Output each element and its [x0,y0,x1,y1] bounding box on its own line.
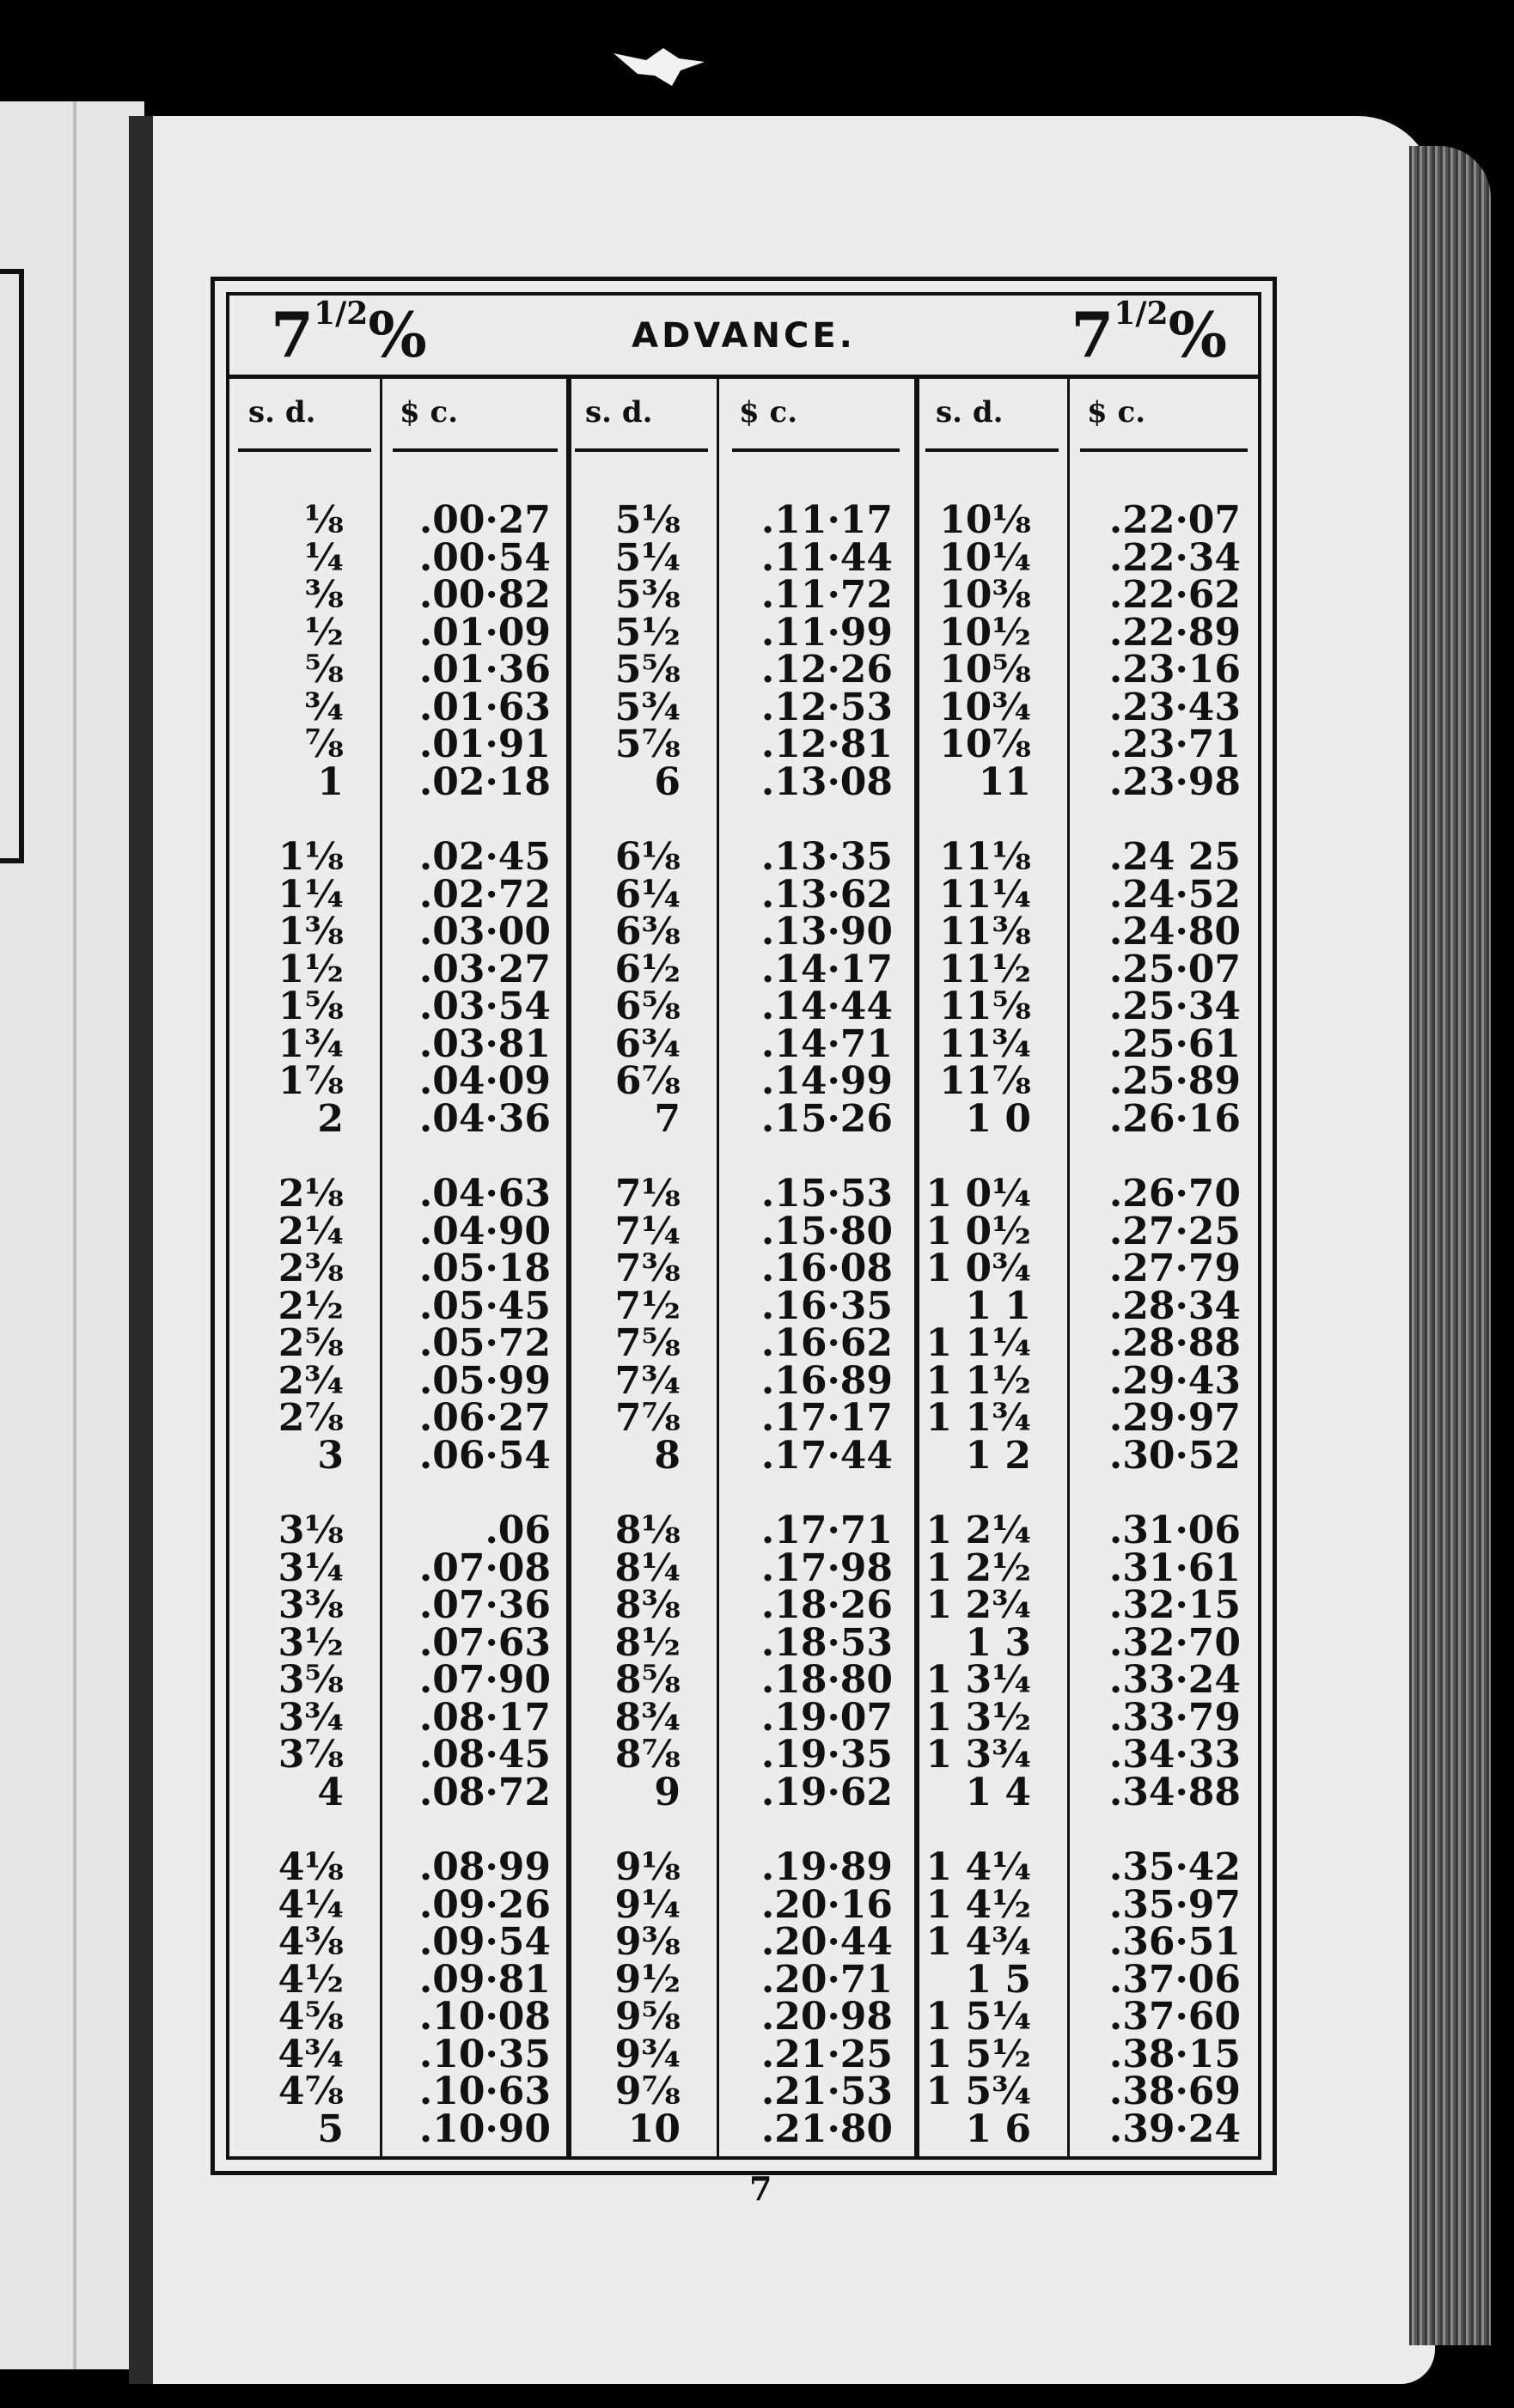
amount-value: .10·08 [418,1995,551,2039]
sd-value: ½ [304,610,344,655]
amount-value: .22·89 [1108,610,1241,655]
sd-value: 9¾ [614,2032,681,2076]
sd-value: 10⅝ [939,648,1031,692]
amount-value: .22·34 [1108,535,1241,580]
amount-value: .10·63 [418,2070,551,2113]
sd-value: 7⅞ [614,1396,681,1440]
amount-value: .17·98 [760,1545,893,1590]
amount-value: .18·53 [760,1620,893,1665]
amount-value: .24·80 [1108,910,1241,954]
sd-value: 11⅛ [939,835,1031,879]
amount-value: .05·45 [418,1283,551,1328]
amount-value: .06 [485,1509,551,1552]
sd-value: 5⅜ [614,573,681,617]
sd-value: 3⅞ [278,1733,344,1777]
sd-value: 2⅝ [278,1321,344,1365]
sd-value: 2⅞ [278,1396,344,1440]
column-header-sd: s. d. [585,395,653,430]
sd-value: 1 1¾ [925,1396,1031,1440]
column-header-sd: s. d. [248,395,316,430]
amount-value: .02·45 [418,835,551,879]
amount-value: .07·90 [418,1658,551,1702]
sd-value: 6⅜ [614,910,681,954]
sd-value: 11 [978,759,1031,804]
amount-value: .13·62 [760,872,893,917]
amount-value: .29·97 [1108,1396,1241,1440]
sd-value: 8⅝ [614,1658,681,1702]
sd-value: 6 [654,759,681,804]
amount-value: .28·88 [1108,1321,1241,1365]
column-divider [1067,375,1070,2156]
amount-value: .11·17 [760,498,893,542]
header-underline [1080,448,1248,452]
amount-value: .35·97 [1108,1882,1241,1927]
sd-value: 1 2½ [925,1545,1031,1590]
sd-value: 1⅞ [278,1059,344,1103]
amount-value: .04·63 [418,1172,551,1216]
amount-value: .19·35 [760,1733,893,1777]
sd-value: 3¼ [278,1545,344,1590]
sd-value: 1 1¼ [925,1321,1031,1365]
left-page-border [0,269,24,863]
amount-value: .05·99 [418,1358,551,1403]
sd-value: 1 1½ [925,1358,1031,1403]
sd-value: 10¾ [938,685,1031,729]
table-header [229,296,1258,379]
percent-right-sign: % [1168,298,1227,371]
sd-value: 10¼ [938,535,1031,580]
sd-value: 5¼ [614,535,681,580]
amount-value: .04·90 [418,1209,551,1253]
sd-value: 9⅝ [614,1995,681,2039]
sd-value: 6¼ [614,872,681,917]
amount-value: .17·71 [760,1509,893,1552]
sd-value: 4⅝ [278,1995,344,2039]
amount-value: .16·08 [760,1247,893,1290]
sd-value: 3⅜ [278,1583,344,1627]
sd-value: 1¾ [278,1021,344,1066]
sd-value: 9⅛ [614,1845,681,1889]
book-gutter [129,116,153,2384]
sd-value: 1 2¼ [925,1509,1031,1552]
percent-left-whole: 7 [271,298,314,371]
sd-value: 1 1 [965,1283,1031,1328]
sd-value: 4¼ [278,1882,344,1927]
amount-value: .23·43 [1108,685,1241,729]
sd-value: ¾ [304,685,344,729]
amount-value: .24·52 [1108,872,1241,917]
amount-value: .37·60 [1108,1995,1241,2039]
amount-value: .12·81 [760,722,893,766]
sd-value: ⅝ [304,648,344,692]
amount-value: .25·34 [1108,985,1241,1028]
amount-value: .07·63 [418,1620,551,1665]
sd-value: 2⅛ [278,1172,344,1216]
sd-value: 1 5¾ [925,2070,1031,2113]
sd-value: 11⅜ [939,910,1031,954]
paper-speck-mark [612,45,706,89]
sd-value: 2¼ [278,1209,344,1253]
sd-value: 1 3¼ [925,1658,1031,1702]
amount-value: .02·18 [418,759,551,804]
sd-value: 8½ [614,1620,681,1665]
sd-value: 3⅛ [278,1509,344,1552]
amount-value: .29·43 [1108,1358,1241,1403]
percent-right [1071,296,1227,371]
header-underline [393,448,558,452]
amount-value: .10·35 [418,2032,551,2076]
amount-value: .07·36 [418,1583,551,1627]
sd-value: 2½ [278,1283,344,1328]
sd-value: 1 2¾ [925,1583,1031,1627]
amount-value: .01·36 [418,648,551,692]
amount-value: .25·61 [1108,1021,1241,1066]
amount-value: .14·71 [760,1021,893,1066]
sd-value: ⅞ [304,722,344,766]
amount-value: .01·91 [418,722,551,766]
sd-value: 3¾ [278,1695,344,1740]
percent-left-fraction: 1/2 [314,296,369,332]
sd-value: 2⅜ [278,1247,344,1290]
sd-value: 5⅛ [614,498,681,542]
sd-value: 1 4 [965,1770,1031,1814]
sd-value: 7⅝ [614,1321,681,1365]
sd-value: 9½ [614,1957,681,2002]
amount-value: .04·36 [418,1096,551,1141]
amount-value: .23·71 [1108,722,1241,766]
sd-value: 1⅜ [278,910,344,954]
amount-value: .01·09 [418,610,551,655]
amount-value: .09·81 [418,1957,551,2002]
sd-value: 1⅝ [278,985,344,1028]
sd-value: 8⅞ [614,1733,681,1777]
sd-value: 11¾ [938,1021,1031,1066]
sd-value: 7⅜ [614,1247,681,1290]
amount-value: .12·26 [760,648,893,692]
sd-value: 9⅜ [614,1920,681,1964]
sd-value: 8¼ [614,1545,681,1590]
amount-value: .03·54 [418,985,551,1028]
amount-value: .02·72 [418,872,551,917]
sd-value: 4 [317,1770,344,1814]
amount-value: .24 25 [1108,835,1241,879]
amount-value: .20·71 [760,1957,893,2002]
amount-value: .08·99 [418,1845,551,1889]
amount-value: .05·72 [418,1321,551,1365]
sd-value: 5⅝ [614,648,681,692]
amount-value: .01·63 [418,685,551,729]
amount-value: .17·17 [760,1396,893,1440]
amount-value: .22·62 [1108,573,1241,617]
sd-value: 10⅛ [939,498,1031,542]
amount-value: .38·15 [1108,2032,1241,2076]
sd-value: ¼ [304,535,344,580]
sd-value: 6⅝ [614,985,681,1028]
amount-value: .20·98 [760,1995,893,2039]
amount-value: .27·25 [1108,1209,1241,1253]
column-header-amount: $ c. [1087,395,1146,430]
sd-value: 10½ [938,610,1031,655]
sd-value: 1 0¾ [925,1247,1031,1290]
sd-value: 1 4¾ [925,1920,1031,1964]
amount-value: .04·09 [418,1059,551,1103]
sd-value: 11½ [938,947,1031,991]
sd-value: 2 [317,1096,344,1141]
sd-value: 1 5 [965,1957,1031,2002]
sd-value: 4½ [278,1957,344,2002]
amount-value: .25·07 [1108,947,1241,991]
sd-value: 9⅞ [614,2070,681,2113]
sd-value: 8⅜ [614,1583,681,1627]
header-underline [925,448,1059,452]
amount-value: .10·90 [418,2106,551,2151]
amount-value: .32·15 [1108,1583,1241,1627]
amount-value: .21·25 [760,2032,893,2076]
amount-value: .26·16 [1108,1096,1241,1141]
amount-value: .09·26 [418,1882,551,1927]
header-underline [732,448,900,452]
column-divider [380,375,382,2156]
amount-value: .00·82 [418,573,551,617]
amount-value: .12·53 [760,685,893,729]
column-header-amount: $ c. [400,395,459,430]
amount-value: .11·72 [760,573,893,617]
header-underline [238,448,371,452]
sd-value: 5⅞ [614,722,681,766]
amount-value: .21·53 [760,2070,893,2113]
amount-value: .31·06 [1108,1509,1241,1552]
sd-value: 1 0½ [925,1209,1031,1253]
amount-value: .23·98 [1108,759,1241,804]
amount-value: .38·69 [1108,2070,1241,2113]
amount-value: .15·26 [760,1096,893,1141]
sd-value: 7¾ [614,1358,681,1403]
sd-value: 3½ [278,1620,344,1665]
amount-value: .03·00 [418,910,551,954]
amount-value: .31·61 [1108,1545,1241,1590]
amount-value: .34·33 [1108,1733,1241,1777]
amount-value: .19·07 [760,1695,893,1740]
header-underline [575,448,708,452]
sd-value: 1 4½ [925,1882,1031,1927]
sd-value: 7¼ [614,1209,681,1253]
amount-value: .08·72 [418,1770,551,1814]
sd-value: 4⅜ [278,1920,344,1964]
sd-value: 1 3½ [925,1695,1031,1740]
sd-value: 4⅞ [278,2070,344,2113]
sd-value: 4¾ [278,2032,344,2076]
amount-value: .00·27 [418,498,551,542]
amount-value: .14·44 [760,985,893,1028]
sd-value: 9 [654,1770,681,1814]
sd-value: 5½ [614,610,681,655]
sd-value: 11⅞ [939,1059,1031,1103]
sd-value: 7 [654,1096,681,1141]
left-page-fragment [0,101,144,2369]
amount-value: .16·89 [760,1358,893,1403]
amount-value: .03·81 [418,1021,551,1066]
amount-value: .11·44 [760,535,893,580]
percent-right-fraction: 1/2 [1114,296,1169,332]
sd-value: 1 0¼ [925,1172,1031,1216]
sd-value: 8 [654,1433,681,1478]
sd-value: 1 3¾ [925,1733,1031,1777]
sd-value: 1⅛ [278,835,344,879]
column-block-divider [914,375,919,2156]
column-header-sd: s. d. [936,395,1004,430]
sd-value: 1 5¼ [925,1995,1031,2039]
amount-value: .36·51 [1108,1920,1241,1964]
amount-value: .20·16 [760,1882,893,1927]
sd-value: 3⅝ [278,1658,344,1702]
amount-value: .06·54 [418,1433,551,1478]
sd-value: 9¼ [614,1882,681,1927]
sd-value: 10⅜ [939,573,1031,617]
sd-value: 4⅛ [278,1845,344,1889]
amount-value: .33·79 [1108,1695,1241,1740]
amount-value: .14·99 [760,1059,893,1103]
amount-value: .20·44 [760,1920,893,1964]
sd-value: ⅜ [304,573,344,617]
amount-value: .34·88 [1108,1770,1241,1814]
sd-value: 1 6 [965,2106,1031,2151]
sd-value: 6⅛ [614,835,681,879]
sd-value: 1 4¼ [925,1845,1031,1889]
sd-value: 5¾ [614,685,681,729]
amount-value: .15·53 [760,1172,893,1216]
amount-value: .25·89 [1108,1059,1241,1103]
sd-value: 7⅛ [614,1172,681,1216]
amount-value: .11·99 [760,610,893,655]
amount-value: .15·80 [760,1209,893,1253]
amount-value: .13·35 [760,835,893,879]
sd-value: 1½ [278,947,344,991]
sd-value: 1 3 [965,1620,1031,1665]
amount-value: .13·08 [760,759,893,804]
sd-value: 6⅞ [614,1059,681,1103]
amount-value: .16·35 [760,1283,893,1328]
sd-value: 1 [317,759,344,804]
sd-value: 1¼ [278,872,344,917]
amount-value: .37·06 [1108,1957,1241,2002]
percent-left-sign: % [368,298,427,371]
amount-value: .06·27 [418,1396,551,1440]
sd-value: 5 [317,2106,344,2151]
page-edges [1409,146,1491,2345]
column-header-amount: $ c. [739,395,798,430]
percent-right-whole: 7 [1071,298,1114,371]
sd-value: 1 2 [965,1433,1031,1478]
amount-value: .23·16 [1108,648,1241,692]
page-number: 7 [749,2169,772,2208]
amount-value: .21·80 [760,2106,893,2151]
sd-value: 2¾ [278,1358,344,1403]
page-crease [73,101,76,2369]
amount-value: .07·08 [418,1545,551,1590]
column-divider [717,375,719,2156]
column-block-divider [566,375,571,2156]
amount-value: .09·54 [418,1920,551,1964]
sd-value: 10⅞ [939,722,1031,766]
sd-value: 3 [317,1433,344,1478]
sd-value: 11⅝ [939,985,1031,1028]
amount-value: .00·54 [418,535,551,580]
sd-value: 6¾ [614,1021,681,1066]
amount-value: .17·44 [760,1433,893,1478]
sd-value: 8⅛ [614,1509,681,1552]
amount-value: .08·45 [418,1733,551,1777]
amount-value: .18·80 [760,1658,893,1702]
amount-value: .08·17 [418,1695,551,1740]
amount-value: .28·34 [1108,1283,1241,1328]
sd-value: 11¼ [938,872,1031,917]
amount-value: .03·27 [418,947,551,991]
amount-value: .26·70 [1108,1172,1241,1216]
sd-value: 6½ [614,947,681,991]
amount-value: .19·62 [760,1770,893,1814]
page-title: ADVANCE. [632,316,856,356]
sd-value: 10 [627,2106,681,2151]
amount-value: .19·89 [760,1845,893,1889]
sd-value: ⅛ [304,498,344,542]
amount-value: .27·79 [1108,1247,1241,1290]
amount-value: .05·18 [418,1247,551,1290]
table-frame [211,277,1277,2175]
amount-value: .32·70 [1108,1620,1241,1665]
sd-value: 1 5½ [925,2032,1031,2076]
amount-value: .16·62 [760,1321,893,1365]
amount-value: .22·07 [1108,498,1241,542]
amount-value: .14·17 [760,947,893,991]
sd-value: 1 0 [965,1096,1031,1141]
sd-value: 7½ [614,1283,681,1328]
amount-value: .18·26 [760,1583,893,1627]
amount-value: .13·90 [760,910,893,954]
amount-value: .30·52 [1108,1433,1241,1478]
amount-value: .39·24 [1108,2106,1241,2151]
amount-value: .35·42 [1108,1845,1241,1889]
amount-value: .33·24 [1108,1658,1241,1702]
sd-value: 8¾ [614,1695,681,1740]
table-inner-frame [226,292,1261,2160]
